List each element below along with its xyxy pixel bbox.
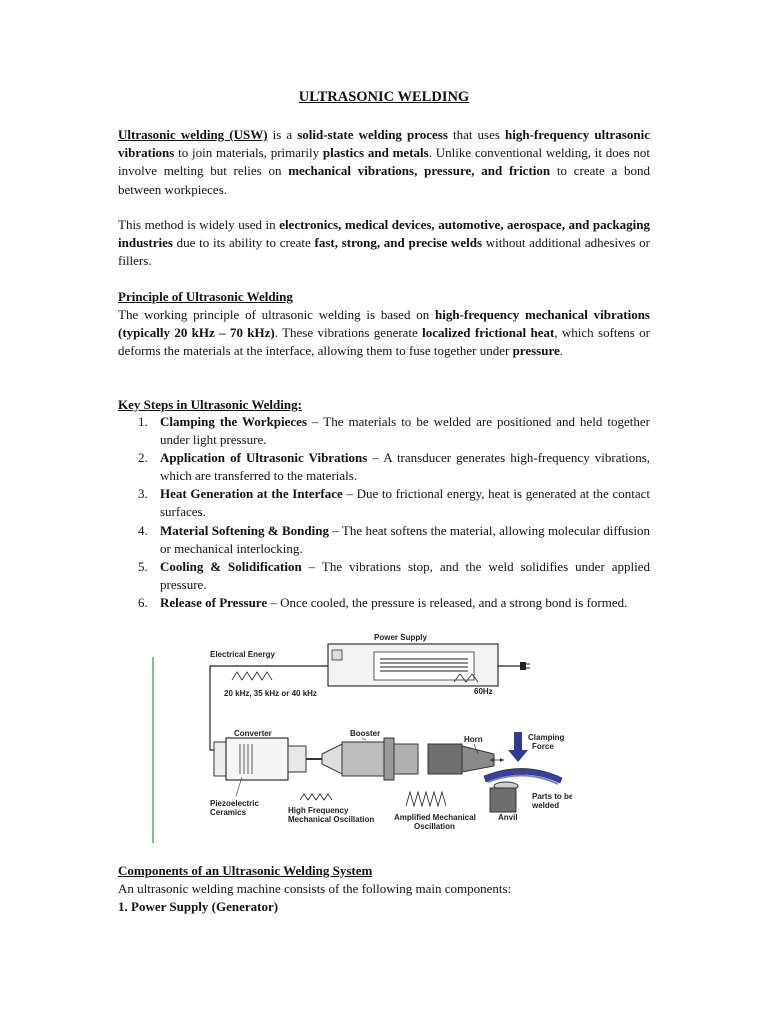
step-number: 5. (138, 558, 148, 574)
principle-text: The working principle of ultrasonic welding is based on (118, 307, 435, 322)
step-number: 2. (138, 450, 148, 466)
step-title: Clamping the Workpieces (160, 414, 308, 429)
step-title: Material Softening & Bonding (160, 522, 329, 538)
intro-paragraph (118, 126, 650, 199)
mains-label: 60Hz (474, 687, 493, 696)
ultrasonic-welding-diagram (152, 632, 572, 842)
step-number: 3. (138, 486, 148, 502)
intro-bold: high-frequency ultrasonic vibrations (118, 127, 650, 161)
usw-term: Ultrasonic welding (USW) (118, 127, 268, 142)
usage-text: due to its ability to create (172, 235, 315, 251)
list-item (118, 558, 650, 594)
amp-label-1: Amplified Mechanical (394, 813, 476, 822)
usage-bold: fast, strong, and precise welds (314, 235, 483, 251)
intro-bold: plastics and metals (322, 145, 429, 161)
mains-plug (520, 662, 526, 670)
step-title: Cooling & Solidification (160, 558, 302, 574)
principle-heading: Principle of Ultrasonic Welding (118, 289, 293, 304)
clamping-label-1: Clamping (528, 733, 565, 742)
clamping-arrow-shaft (514, 732, 522, 750)
step-number: 6. (138, 594, 148, 610)
booster-body (342, 742, 384, 776)
intro-text: to create a bond between workpieces. (118, 163, 650, 197)
intro-text: that uses (447, 127, 506, 142)
converter-label: Converter (234, 729, 272, 738)
document-title: ULTRASONIC WELDING (298, 89, 470, 105)
intro-bold: mechanical vibrations, pressure, and friction (288, 163, 551, 179)
booster-collar (384, 738, 394, 780)
components-intro-text: An ultrasonic welding machine consists of the following main components: (118, 881, 512, 896)
list-item (118, 485, 650, 521)
intro-text: to join materials, primarily (174, 145, 323, 161)
usage-paragraph (118, 216, 650, 271)
step-text: – Once cooled, the pressure is released, and a strong bond is formed. (267, 594, 628, 610)
step-title: Heat Generation at the Interface (160, 486, 343, 502)
zigzag-high-frequency (300, 794, 332, 800)
components-intro (118, 880, 650, 898)
clamping-arrow-head (508, 750, 528, 762)
principle-bold: high-frequency mechanical vibrations (typically 20 kHz – 70 kHz) (118, 307, 650, 341)
step-text: – Due to frictional energy, heat is generated at the contact surfaces. (160, 486, 650, 520)
parts-label-2: welded (532, 801, 560, 810)
booster-taper (322, 744, 342, 774)
booster-end (394, 744, 418, 774)
piezo-label-1: Piezoelectric (210, 799, 259, 808)
step-number: 1. (138, 414, 148, 429)
horn-body (428, 744, 462, 774)
zigzag-electrical (232, 672, 272, 680)
principle-text: . These vibrations generate (274, 325, 423, 341)
horn-label: Horn (464, 735, 483, 744)
converter-body (226, 738, 288, 780)
step-text: – The materials to be welded are positioned and held together under light pressure. (160, 414, 650, 448)
steps-heading: Key Steps in Ultrasonic Welding: (118, 397, 302, 412)
converter-rear (214, 742, 226, 776)
piezo-label-2: Ceramics (210, 808, 247, 817)
step-text: – The heat softens the material, allowing molecular diffusion or mechanical interlocking. (160, 522, 650, 556)
step-text: – The vibrations stop, and the weld solidifies under applied pressure. (160, 558, 650, 592)
usage-bold: electronics, medical devices, automotive, aerospace, and packaging industries (118, 217, 650, 251)
clamping-label-2: Force (532, 742, 554, 751)
freq-options-label: 20 kHz, 35 kHz or 40 kHz (224, 689, 317, 698)
principle-paragraph (118, 306, 650, 361)
components-heading: Components of an Ultrasonic Welding System (118, 863, 373, 878)
step-title: Application of Ultrasonic Vibrations (160, 450, 368, 466)
electrical-energy-label: Electrical Energy (210, 650, 275, 659)
parts-label-1: Parts to be (532, 792, 572, 801)
anvil-label: Anvil (498, 813, 518, 822)
power-supply-panel (332, 650, 342, 660)
step-title: Release of Pressure (160, 594, 268, 610)
usage-text: without additional adhesives or fillers. (118, 235, 650, 269)
horn-tip (462, 746, 494, 772)
list-item (118, 594, 650, 612)
usage-text: This method is widely used in (118, 217, 280, 232)
list-item (118, 449, 650, 485)
step-number: 4. (138, 522, 148, 538)
principle-bold: localized frictional heat (422, 325, 555, 341)
converter-nose (288, 746, 306, 772)
power-supply-label: Power Supply (374, 633, 427, 642)
components-first-item (118, 898, 650, 916)
list-item (118, 522, 650, 558)
hf-label-1: High Frequency (288, 806, 349, 815)
hf-label-2: Mechanical Oscillation (288, 815, 375, 824)
principle-text: . (559, 343, 564, 359)
power-supply-heading: 1. Power Supply (Generator) (118, 899, 279, 914)
intro-text: . Unlike conventional welding, it does not involve melting but relies on (118, 145, 651, 179)
list-item (118, 413, 650, 449)
steps-list (118, 413, 650, 612)
intro-text: is a (267, 127, 298, 142)
step-text: – A transducer generates high-frequency vibrations, which are transferred to the materials. (160, 450, 651, 484)
intro-bold: solid-state welding process (297, 127, 448, 142)
booster-label: Booster (350, 729, 381, 738)
principle-bold: pressure (512, 343, 560, 359)
anvil-body (490, 788, 516, 812)
zigzag-amplified (406, 792, 446, 806)
principle-text: , which softens or deforms the materials at the interface, allowing them to fuse together under (118, 325, 651, 359)
amp-label-2: Oscillation (414, 822, 455, 831)
